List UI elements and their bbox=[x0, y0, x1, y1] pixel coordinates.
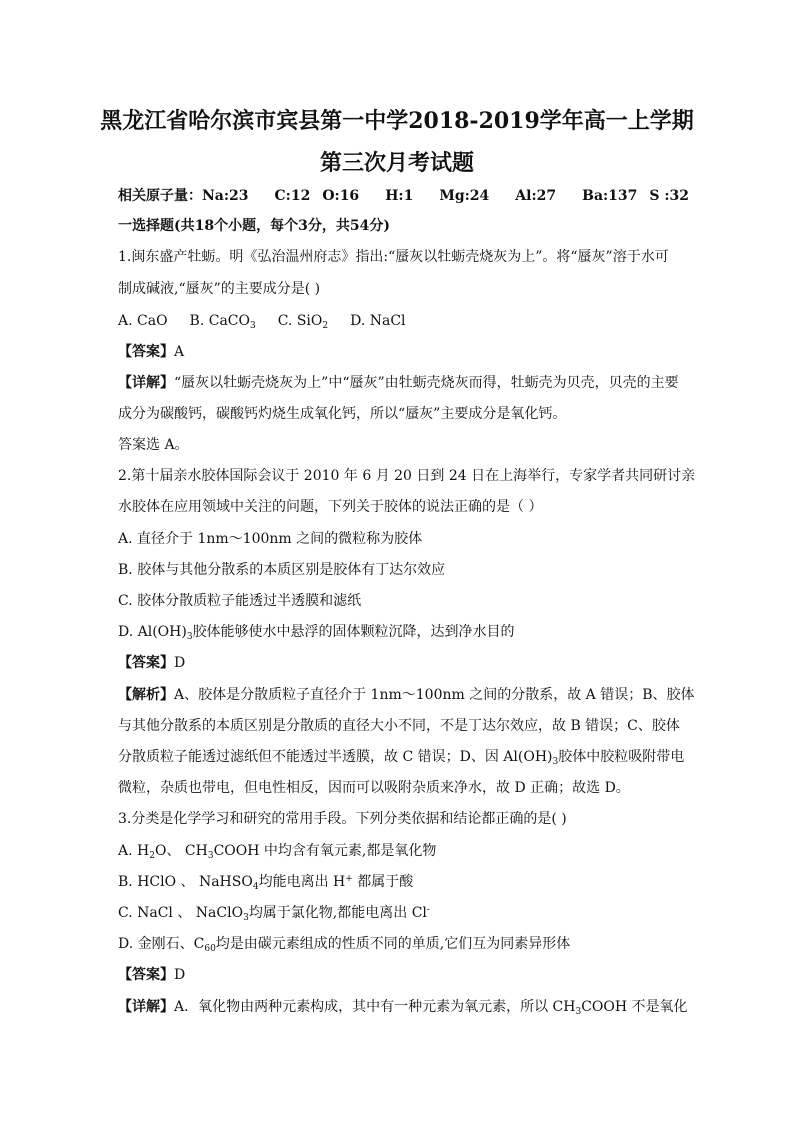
q2-option-a: A. 直径介于 1nm～100nm 之间的微粒称为胶体 bbox=[118, 531, 423, 547]
q3-option-b: B. HClO 、 NaHSO$_4$均能电离出 H+ 都属于酸 bbox=[118, 874, 414, 892]
answer-tag: 【答案】 bbox=[118, 967, 174, 983]
q1-option-a: A. CaO bbox=[118, 313, 168, 329]
atomic-mass-item: S :32 bbox=[649, 188, 690, 204]
detail-tag: 【详解】 bbox=[118, 999, 174, 1015]
q2-analysis-text: A、胶体是分散质粒子直径介于 1nm～100nm 之间的分散系，故 A 错误；B、胶体 bbox=[174, 687, 695, 703]
q1-detail-line-2: 成分为碳酸钙，碳酸钙灼烧生成氧化钙，所以“蜃灰”主要成分是氧化钙。 bbox=[118, 406, 567, 422]
atomic-mass-label: 相关原子量： bbox=[118, 188, 202, 204]
q1-answer bbox=[118, 342, 184, 362]
q3-answer bbox=[118, 965, 185, 985]
atomic-mass-item: O:16 bbox=[322, 188, 360, 204]
q1-option-c: C. SiO$_2$ bbox=[277, 313, 329, 331]
q1-conclusion: 答案选 A。 bbox=[118, 437, 189, 453]
q3-detail-line-1: 【详解】A．氧化物由两种元素构成，其中有一种元素为氧元素，所以 $CH_3COOH$ 不是氧化 bbox=[118, 999, 688, 1017]
q1-options bbox=[118, 311, 406, 331]
atomic-mass-line bbox=[118, 186, 689, 206]
q1-detail-text: “蜃灰以牡蛎壳烧灰为上”中“蜃灰”由牡蛎壳烧灰而得，牡蛎壳为贝壳，贝壳的主要 bbox=[174, 375, 679, 391]
q1-stem-line-1: 1.闽东盛产牡蛎。明《弘治温州府志》指出:“蜃灰以牡蛎壳烧灰为上”。将“蜃灰”溶于水可 bbox=[118, 249, 669, 265]
q3-answer-value: D bbox=[174, 967, 186, 983]
q1-answer-value: A bbox=[174, 344, 185, 360]
answer-tag: 【答案】 bbox=[118, 344, 174, 360]
q1-stem-line-2: 制成碱液,“蜃灰”的主要成分是( ) bbox=[118, 281, 321, 297]
q2-analysis-line-2: 与其他分散系的本质区别是分散质的直径大小不同，不是丁达尔效应，故 B 错误；C、胶体 bbox=[118, 718, 680, 734]
q3-option-a: A. $H_2O$、 $CH_3COOH$ 中均含有氧元素,都是氧化物 bbox=[118, 843, 437, 861]
q2-stem-line-2: 水胶体在应用领域中关注的问题，下列关于胶体的说法正确的是（ ） bbox=[118, 499, 543, 515]
analysis-tag: 【解析】 bbox=[118, 687, 174, 703]
atomic-mass-item: Ba:137 bbox=[582, 188, 638, 204]
q2-answer bbox=[118, 653, 185, 673]
q2-analysis-line-3: 分散质粒子能透过滤纸但不能透过半透膜，故 C 错误；D、因 $Al(OH)_3$胶体中胶粒吸附带电 bbox=[118, 749, 685, 767]
q2-analysis-line-4: 微粒，杂质也带电，但电性相反，因而可以吸附杂质来净水，故 D 正确；故选 D。 bbox=[118, 780, 630, 796]
section-heading: 一选择题(共18个小题，每个3分，共54分) bbox=[118, 218, 390, 234]
q2-option-c: C. 胶体分散质粒子能透过半透膜和滤纸 bbox=[118, 593, 362, 609]
page-title-line-1: 黑龙江省哈尔滨市宾县第一中学2018-2019学年高一上学期 bbox=[100, 108, 694, 134]
q2-option-b: B. 胶体与其他分散系的本质区别是胶体有丁达尔效应 bbox=[118, 562, 446, 578]
answer-tag: 【答案】 bbox=[118, 655, 174, 671]
q3-option-c: C. NaCl 、 NaClO$_3$均属于氯化物,都能电离出 Cl- bbox=[118, 905, 430, 923]
q3-option-d: D. 金刚石、$C_{60}$均是由碳元素组成的性质不同的单质,它们互为同素异形体 bbox=[118, 936, 571, 954]
q3-stem: 3.分类是化学学习和研究的常用手段。下列分类依据和结论都正确的是( ) bbox=[118, 811, 567, 827]
q2-stem-line-1: 2.第十届亲水胶体国际会议于 2010 年 6 月 20 日到 24 日在上海举行，专家学者共同研讨亲 bbox=[118, 468, 696, 484]
q2-answer-value: D bbox=[174, 655, 186, 671]
q2-analysis-line-1 bbox=[118, 685, 695, 705]
q1-option-b: B. CaCO$_3$ bbox=[189, 313, 256, 331]
atomic-mass-item: Na:23 bbox=[202, 188, 249, 204]
detail-tag: 【详解】 bbox=[118, 375, 174, 391]
q1-option-d: D. NaCl bbox=[350, 313, 406, 329]
atomic-mass-item: Mg:24 bbox=[439, 188, 490, 204]
atomic-mass-item: H:1 bbox=[385, 188, 414, 204]
atomic-mass-item: C:12 bbox=[274, 188, 311, 204]
page-title-line-2: 第三次月考试题 bbox=[319, 150, 474, 176]
atomic-mass-item: Al:27 bbox=[515, 188, 557, 204]
q1-detail-line-1 bbox=[118, 373, 679, 393]
q2-option-d: D. $Al(OH)_3$胶体能够使水中悬浮的固体颗粒沉降，达到净水目的 bbox=[118, 624, 515, 642]
